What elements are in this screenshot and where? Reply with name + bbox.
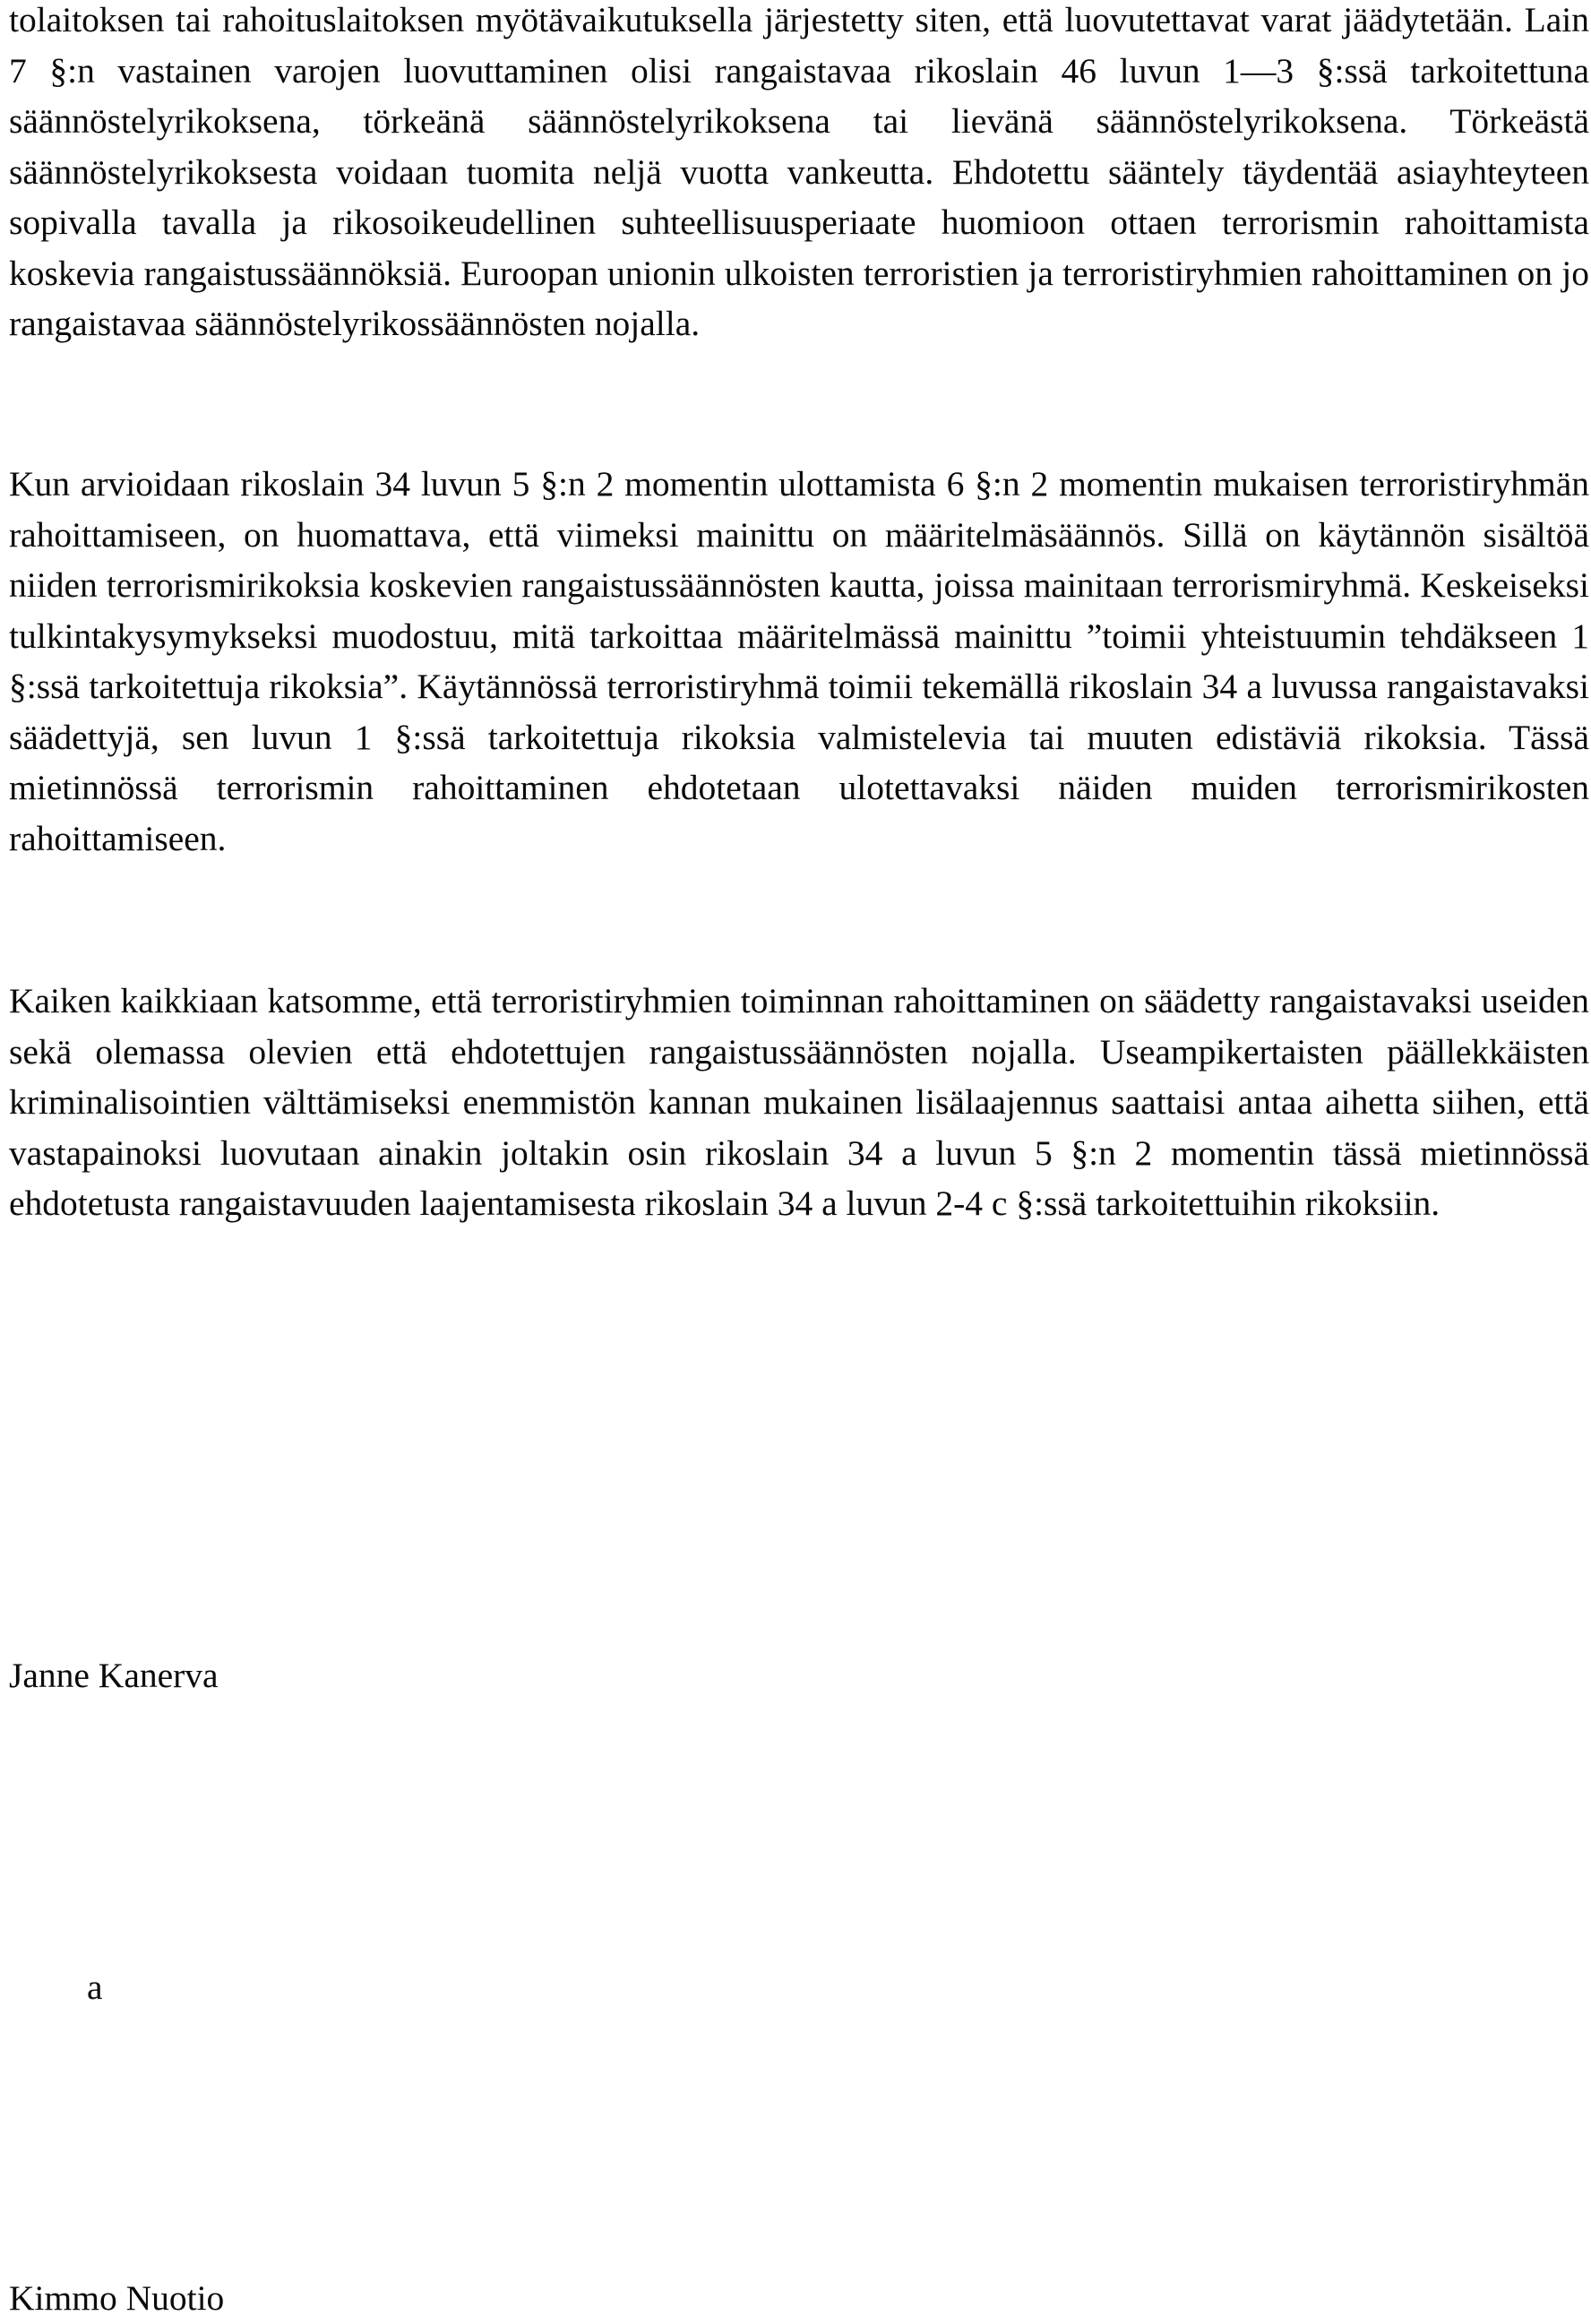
paragraph-2: Kun arvioidaan rikoslain 34 luvun 5 §:n 2 momentin ulottamista 6 §:n 2 momentin mukaisen terroristiryhmän rahoittamiseen, on huomattava, että viimeksi mainittu on määritelmäsäännös. Sillä on käytännön sisältöä niiden terrorismirikoksia koskevien rangaistussäännösten kautta, joissa mainitaan terrorismiryhmä. Keskeiseksi tulkintakysymykseksi muodostuu, mitä tarkoittaa määritelmässä mainittu ”toimii yhteistuumin tehdäkseen 1 §:ssä tarkoitettuja rikoksia”. Käytännössä terroristiryhmä toimii tekemällä rikoslain 34 a luvussa rangaistavaksi säädettyjä, sen luvun 1 §:ssä tarkoitettuja rikoksia valmistelevia tai muuten edistäviä rikoksia. Tässä mietinnössä terrorismin rahoittaminen ehdotetaan ulotettavaksi näiden muiden terrorismirikosten rahoittamiseen. (9, 464, 1589, 858)
paragraph-1: tolaitoksen tai rahoituslaitoksen myötävaikutuksella järjestetty siten, että luovutettavat varat jäädytetään. Lain 7 §:n vastainen varojen luovuttaminen olisi rangaistavaa rikoslain 46 luvun 1—3 §:ssä tarkoitettuna säännöstelyrikoksena, törkeänä säännöstelyrikoksena tai lievänä säännöstelyrikoksena. Törkeästä säännöstelyrikoksesta voidaan tuomita neljä vuotta vankeutta. Ehdotettu sääntely täydentää asiayhteyteen sopivalla tavalla ja rikosoikeudellinen suhteellisuusperiaate huomioon ottaen terrorismin rahoittamista koskevia rangaistussäännöksiä. Euroopan unionin ulkoisten terroristien ja terroristiryhmien rahoittaminen on jo rangaistavaa säännöstelyrikossäännösten nojalla. (9, 0, 1589, 343)
stray-mark: a (87, 1967, 103, 2007)
paragraph-3: Kaiken kaikkiaan katsomme, että terroristiryhmien toiminnan rahoittaminen on säädetty rangaistavaksi useiden sekä olemassa olevien että ehdotettujen rangaistussäännösten nojalla. Useampikertaisten päällekkäisten kriminalisointien välttämiseksi enemmistön kannan mukainen lisälaajennus saattaisi antaa aihetta siihen, että vastapainoksi luovutaan ainakin joltakin osin rikoslain 34 a luvun 5 §:n 2 momentin tässä mietinnössä ehdotetusta rangaistavuuden laajentamisesta rikoslain 34 a luvun 2-4 c §:ssä tarkoitettuihin rikoksiin. (9, 981, 1589, 1223)
signatory-name-second: Kimmo Nuotio (9, 2278, 225, 2318)
signatory-name-first: Janne Kanerva (9, 1656, 219, 1695)
